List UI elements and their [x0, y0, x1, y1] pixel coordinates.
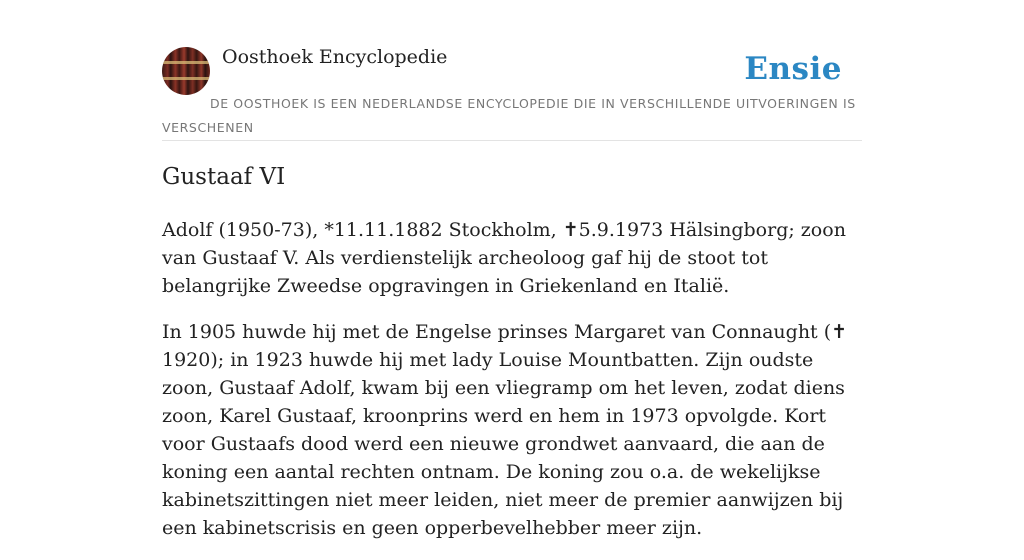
avatar[interactable]	[162, 47, 210, 95]
article-title: Gustaaf VI	[162, 164, 286, 190]
tagline: DE OOSTHOEK IS EEN NEDERLANDSE ENCYCLOPEDIE DIE IN VERSCHILLENDE UITVOERINGEN IS VERSCHENEN	[162, 96, 856, 135]
header	[162, 46, 862, 141]
article-paragraph: Adolf (1950-73), *11.11.1882 Stockholm, ✝5.9.1973 Hälsingborg; zoon van Gustaaf V. Als verdienstelijk archeoloog gaf hij de stoot tot belangrijke Zweedse opgravingen in Griekenland en Italië.	[162, 219, 846, 297]
ensie-logo[interactable]: Ensie	[744, 51, 842, 87]
article-body	[162, 216, 862, 560]
article-paragraph: In 1905 huwde hij met de Engelse prinses Margaret van Connaught (✝ 1920); in 1923 huwde hij met lady Louise Mountbatten. Zijn oudste zoon, Gustaaf Adolf, kwam bij een vliegramp om het leven, zodat diens zoon, Karel Gustaaf, kroonprins werd en hem in 1973 opvolgde. Kort voor Gustaafs dood werd een nieuwe grondwet aanvaard, die aan de koning een aantal rechten ontnam. De koning zou o.a. de wekelijkse kabinetszittingen niet meer leiden, niet meer de premier aanwijzen bij een kabinetscrisis en geen opperbevelhebber meer zijn.	[162, 321, 848, 539]
site-title[interactable]: Oosthoek Encyclopedie	[222, 46, 448, 68]
